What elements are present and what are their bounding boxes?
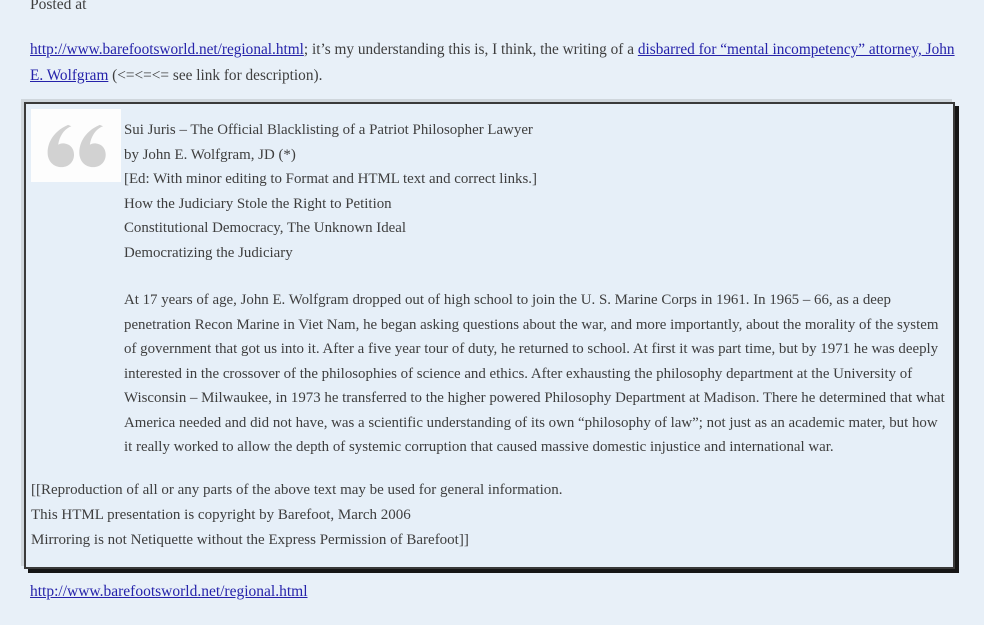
quote-body-paragraph: At 17 years of age, John E. Wolfgram dropped out of high school to join the U. S. Marine Corps in 1961. In 1965 – 66, as a deep penetration Recon Marine in Viet Nam, he began asking questions about the war, and more importantly, about the morality of the system of government that got us into it. After a five year tour of duty, he returned to school. At first it was part time, but by 1971 he was deeply interested in the crossover of the philosophies of science and ethics. After exhausting the philosophy department at the University of Wisconsin – Milwaukee, in 1973 he transferred to the higher powered Philosophy Department at Madison. There he determined that what America needed and did not have, was a scientific understanding of its own “philosophy of law”; not just as an academic mater, but how it really worked to allow the depth of systemic corruption that caused massive domestic injustice and international war. <box>124 292 945 455</box>
reproduction-notice <box>31 478 948 562</box>
posted-at-label: Posted at <box>30 0 87 13</box>
copyright-line: This HTML presentation is copyright by Barefoot, March 2006 <box>31 506 411 523</box>
quote-editor-note: [Ed: With minor editing to Format and HTML text and correct links.] <box>124 171 537 187</box>
intro-mid-text: ; it’s my understanding this is, I think, the writing of a <box>303 41 638 58</box>
intro-paragraph <box>30 37 970 89</box>
intro-tail-text: (<=<=<= see link for description). <box>108 67 323 84</box>
quote-content <box>124 109 948 460</box>
wolfgram-disbarred-link[interactable]: disbarred for “mental incompetency” attorney, John E. Wolfgram <box>30 41 955 84</box>
bottom-link-row <box>30 582 970 602</box>
mirroring-line: Mirroring is not Netiquette without the Express Permission of Barefoot]] <box>31 531 469 548</box>
quote-subtitle-3: Democratizing the Judiciary <box>124 244 293 261</box>
quote-subtitle-1: How the Judiciary Stole the Right to Petition <box>124 195 392 212</box>
regional-link-bottom[interactable]: http://www.barefootsworld.net/regional.html <box>30 582 308 600</box>
open-quote-icon <box>31 109 121 182</box>
quote-subtitle-2: Constitutional Democracy, The Unknown Ideal <box>124 220 407 236</box>
reproduction-line: [[Reproduction of all or any parts of the above text may be used for general information. <box>31 481 563 498</box>
quote-title-line: Sui Juris – The Official Blacklisting of a Patriot Philosopher Lawyer <box>124 122 533 138</box>
quote-byline: by John E. Wolfgram, JD (*) <box>124 146 296 163</box>
regional-link-top[interactable]: http://www.barefootsworld.net/regional.html <box>30 41 304 58</box>
quote-box <box>24 102 955 569</box>
